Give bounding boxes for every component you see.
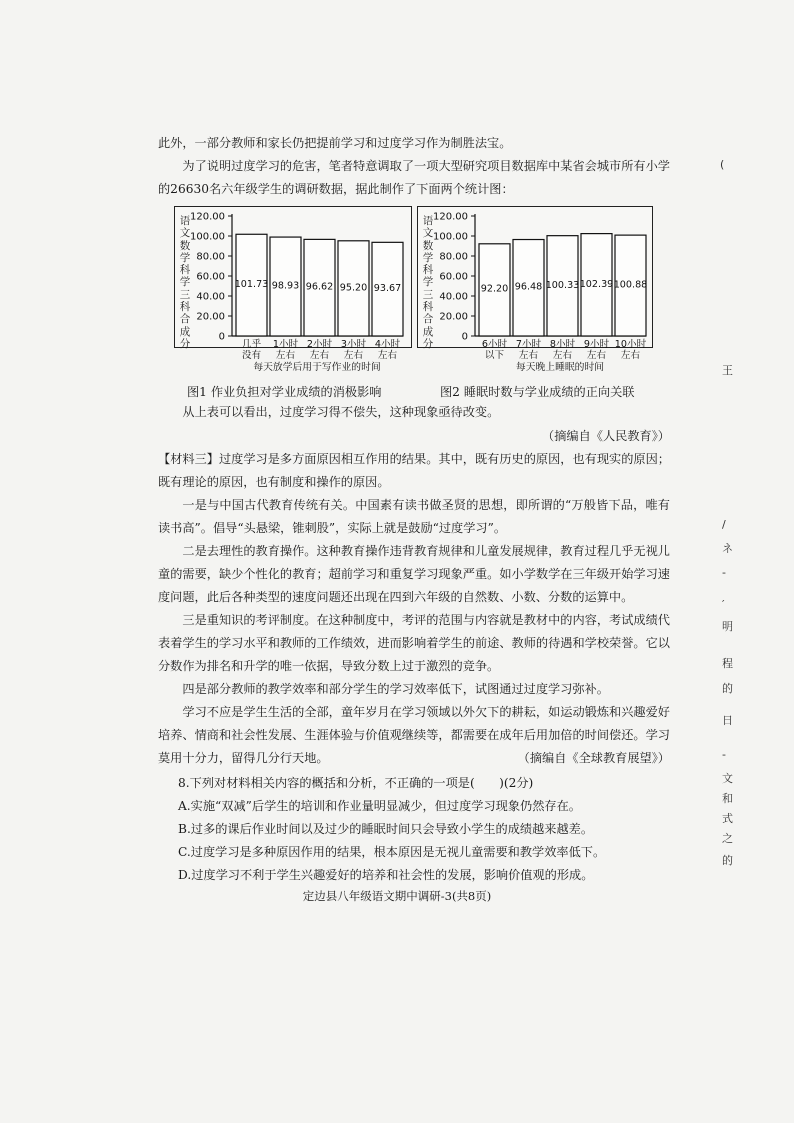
- edge-fragment: -: [722, 748, 726, 761]
- paragraph-reason-1: 一是与中国古代教育传统有关。中国素有读书做圣贤的思想，即所谓的“万般皆下品，唯有读书高”。倡导“头悬梁，锥刺股”，实际上就是鼓励“过度学习”。: [158, 498, 670, 535]
- chart-2-bar-value: 100.33: [545, 279, 580, 291]
- edge-fragment: (: [720, 158, 725, 171]
- chart-2-category-label: 左右: [620, 350, 641, 361]
- chart-2-ylabel: 语文数学科学三科合成分: [422, 215, 434, 350]
- chart-2-category-label: 9小时: [583, 339, 610, 350]
- chart-1-ytick: 100.00: [190, 231, 225, 243]
- chart-1-ytick: 40.00: [196, 291, 225, 303]
- chart-2-ytick: 100.00: [433, 231, 468, 243]
- chart-2-category-label: 左右: [586, 350, 607, 361]
- question-8-option-b: B.过多的课后作业时间以及过少的睡眠时间只会导致小学生的成绩越来越差。: [178, 822, 594, 836]
- chart-1-ytick: 80.00: [196, 251, 225, 263]
- edge-fragment: 的: [722, 854, 733, 867]
- chart-1-category-label: 2小时: [306, 339, 333, 350]
- chart-2-caption: 图2 睡眠时数与学业成绩的正向关联: [440, 385, 635, 399]
- chart-1-category-label: 左右: [275, 350, 296, 361]
- page-footer: 定边县八年级语文期中调研-3(共8页): [302, 889, 492, 903]
- chart-1-category-label: 1小时: [272, 339, 299, 350]
- chart-1-category-label: 几乎: [241, 339, 262, 350]
- edge-fragment: ネ: [722, 542, 733, 555]
- edge-fragment: 文: [722, 772, 733, 785]
- edge-fragment: ′: [722, 598, 725, 611]
- chart-2-category-label: 6小时: [481, 339, 508, 350]
- question-8-option-c: C.过度学习是多种原因作用的结果，根本原因是无视儿童需要和教学效率低下。: [178, 845, 606, 859]
- paragraph-reason-4: 四是部分教师的教学效率和部分学生的学习效率低下，试图通过过度学习弥补。: [182, 682, 609, 696]
- chart-2-category-label: 10小时: [614, 339, 647, 350]
- source-renmin-jiaoyu: （摘编自《人民教育》）: [542, 429, 670, 443]
- chart-2-category-label: 8小时: [549, 339, 576, 350]
- paragraph-reason-2: 二是去理性的教育操作。这种教育操作违背教育规律和儿童发展规律，教育过程几乎无视儿童的需要，缺少个性化的教育；超前学习和重复学习现象严重。如小学数学在三年级开始学习速度问题，此后各种类型的速度问题还出现在四到六年级的自然数、小数、分数的运算中。: [158, 544, 670, 604]
- material-three: [158, 448, 670, 494]
- chart-1-ytick: 0: [218, 331, 225, 343]
- chart-1-category-label: 3小时: [340, 339, 367, 350]
- question-8-option-a: A.实施“双减”后学生的培训和作业量明显减少，但过度学习现象仍然存在。: [178, 799, 581, 813]
- edge-fragment: 日: [722, 714, 733, 727]
- edge-fragment: 式: [722, 812, 733, 825]
- chart-2-category-label: 以下: [484, 350, 505, 361]
- edge-fragment: 明: [722, 620, 733, 633]
- question-8-option-d: D.过度学习不利于学生兴趣爱好的培养和社会性的发展，影响价值观的形成。: [178, 868, 594, 882]
- chart-1-xlabel: 每天放学后用于写作业的时间: [253, 362, 381, 373]
- chart-1-ytick: 20.00: [196, 311, 225, 323]
- edge-fragment: -: [722, 566, 726, 579]
- material-three-heading: 【材料三】: [158, 452, 219, 466]
- source-quanqiu-jiaoyu: （摘编自《全球教育展望》）: [517, 751, 670, 765]
- paragraph-summary: 学习不应是学生生活的全部，童年岁月在学习领域以外欠下的耕耘，如运动锻炼和兴趣爱好培养、情商和社会性发展、生涯体验与价值观继续等，都需要在成年后用加倍的时间偿还。学习莫用十分力，留得几分行天地。: [158, 705, 670, 765]
- chart-1-bar-value: 98.93: [271, 280, 300, 292]
- chart-2-ytick: 60.00: [439, 271, 468, 283]
- chart-1-bar-value: 95.20: [339, 282, 368, 294]
- edge-fragment: 和: [722, 792, 733, 805]
- chart-2-category-label: 左右: [552, 350, 573, 361]
- chart-2-sleep: [418, 207, 652, 373]
- chart-1-category-label: 4小时: [374, 339, 401, 350]
- chart-1-bar-value: 96.62: [305, 281, 334, 293]
- chart-1-category-label: 左右: [343, 350, 364, 361]
- chart-2-category-label: 7小时: [515, 339, 542, 350]
- edge-fragment: 之: [722, 832, 733, 845]
- chart-2-ytick: 0: [461, 331, 468, 343]
- paragraph-conclusion: 从上表可以看出，过度学习得不偿失，这种现象亟待改变。: [182, 405, 500, 419]
- material-three-body: 过度学习是多方面原因相互作用的结果。其中，既有历史的原因，也有现实的原因；既有理论的原因，也有制度和操作的原因。: [158, 452, 670, 489]
- edge-fragment: /: [722, 518, 726, 531]
- chart-2-bar-value: 102.39: [579, 278, 614, 290]
- chart-2-bar-value: 100.88: [613, 279, 648, 291]
- chart-1-category-label: 没有: [241, 350, 262, 361]
- edge-fragment: 的: [722, 682, 733, 695]
- paragraph-intro: 此外，一部分教师和家长仍把提前学习和过度学习作为制胜法宝。: [158, 136, 512, 150]
- chart-1-bar-value: 93.67: [373, 283, 402, 295]
- edge-fragment: 王: [722, 364, 733, 377]
- chart-2-xlabel: 每天晚上睡眠的时间: [515, 362, 605, 373]
- chart-1-ylabel: 语文数学科学三科合成分: [179, 215, 191, 350]
- paragraph-reason-3: 三是重知识的考评制度。在这种制度中，考评的范围与内容就是教材中的内容，考试成绩代表着学生的学习水平和教师的工作绩效，进而影响着学生的前途、教师的待遇和学校荣誉。它以分数作为排名和升学的唯一依据，导致分数上过于激烈的竞争。: [158, 613, 670, 673]
- chart-1-caption: 图1 作业负担对学业成绩的消极影响: [187, 385, 382, 399]
- paragraph-data-source: 为了说明过度学习的危害，笔者特意调取了一项大型研究项目数据库中某省会城市所有小学的26630名六年级学生的调研数据，据此制作了下面两个统计图：: [158, 159, 670, 196]
- chart-1-category-label: 左右: [309, 350, 330, 361]
- chart-1-category-label: 左右: [377, 350, 398, 361]
- chart-2-ytick: 20.00: [439, 311, 468, 323]
- edge-fragment: 程: [722, 657, 733, 670]
- chart-2-ytick: 40.00: [439, 291, 468, 303]
- chart-1-homework: [175, 207, 411, 373]
- chart-1-frame: [174, 206, 412, 373]
- chart-2-bar-value: 92.20: [480, 283, 509, 295]
- chart-2-ytick: 80.00: [439, 251, 468, 263]
- chart-1-ytick: 60.00: [196, 271, 225, 283]
- chart-1-ytick: 120.00: [190, 211, 225, 223]
- chart-2-bar-value: 96.48: [514, 281, 543, 293]
- chart-1-bar-value: 101.73: [234, 279, 269, 291]
- question-8-stem: 8.下列对材料相关内容的概括和分析，不正确的一项是( )(2分): [178, 776, 534, 790]
- chart-2-frame: [417, 206, 653, 373]
- chart-2-ytick: 120.00: [433, 211, 468, 223]
- chart-2-category-label: 左右: [518, 350, 539, 361]
